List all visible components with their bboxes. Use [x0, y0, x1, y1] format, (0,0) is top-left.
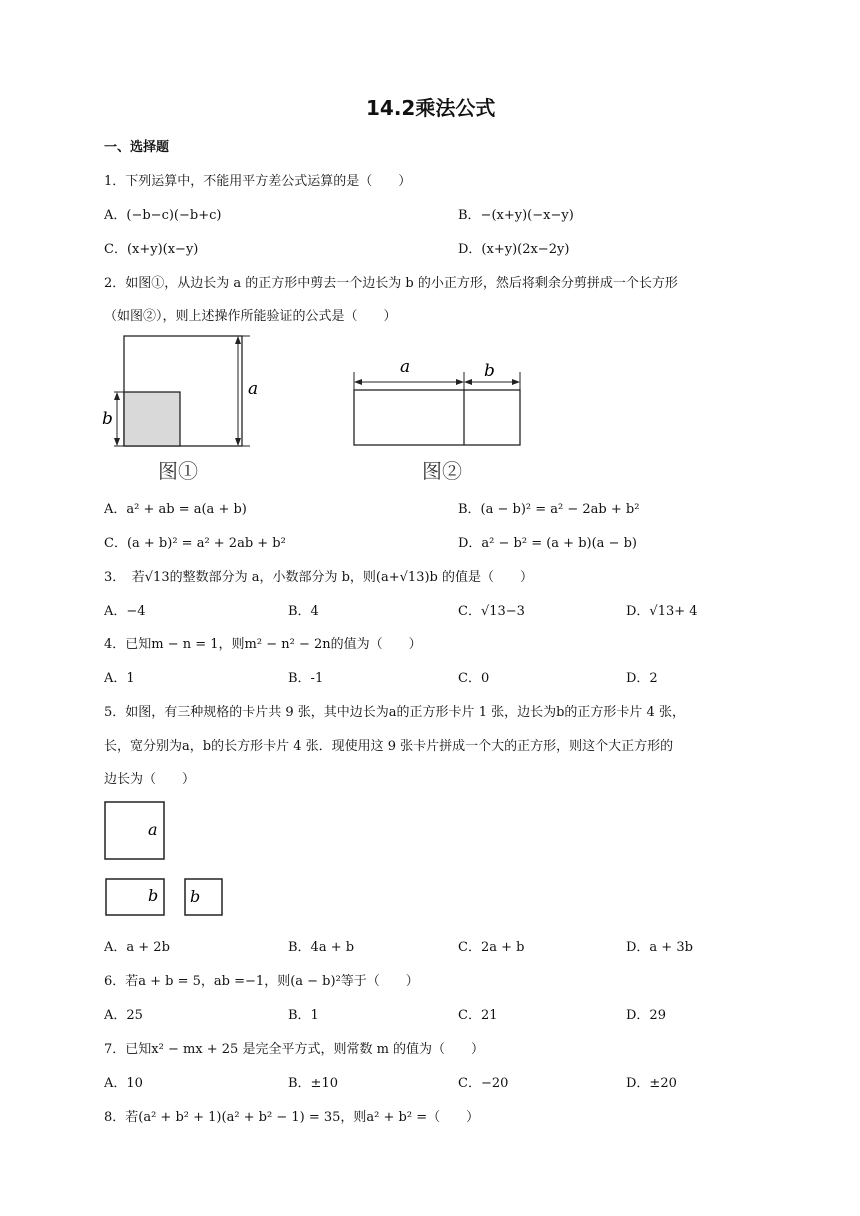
question-7-option-b: B．±10: [288, 1076, 338, 1091]
question-1-option-b: B．−(x+y)(−x−y): [458, 208, 574, 223]
figure-2-label-a: a: [400, 357, 411, 377]
question-3-option-d: D．√13+ 4: [626, 604, 698, 619]
question-7-option-c: C．−20: [458, 1076, 509, 1091]
question-3-option-a: A．−4: [104, 604, 146, 619]
question-5-option-a: A．a + 2b: [104, 940, 170, 955]
card-label-a: a: [148, 820, 158, 839]
question-7-option-a: A．10: [104, 1076, 143, 1091]
figure-1-square-diagram: [98, 334, 268, 484]
question-5-stem-line1: 5．如图，有三种规格的卡片共 9 张，其中边长为a的正方形卡片 1 张，边长为b的正方形卡片 4 张，: [104, 705, 685, 720]
small-square-cut: [124, 392, 180, 446]
question-6-option-d: D．29: [626, 1008, 666, 1023]
section-heading: 一、选择题: [104, 140, 170, 155]
question-2-option-c: C．(a + b)² = a² + 2ab + b²: [104, 536, 286, 551]
question-4-option-a: A．1: [104, 671, 135, 686]
figure-2-rectangle-diagram: [348, 350, 528, 484]
question-1-option-a: A．(−b−c)(−b+c): [104, 208, 222, 223]
assembled-rectangle: [354, 390, 520, 445]
question-6-option-c: C．21: [458, 1008, 498, 1023]
question-5-stem-line2: 长，宽分别为a，b的长方形卡片 4 张．现使用这 9 张卡片拼成一个大的正方形，则这个大正方形的: [104, 739, 674, 754]
question-1-option-d: D．(x+y)(2x−2y): [458, 242, 570, 257]
question-3-option-c: C．√13−3: [458, 604, 525, 619]
figure-2-label-b: b: [484, 361, 495, 381]
figure-2-caption: 图②: [422, 459, 462, 483]
question-3-option-b: B．4: [288, 604, 319, 619]
question-2-option-b: B．(a − b)² = a² − 2ab + b²: [458, 502, 640, 517]
card-figure: [100, 798, 230, 920]
question-2-stem-line2: （如图②），则上述操作所能验证的公式是（ ）: [104, 309, 397, 324]
question-4-option-d: D．2: [626, 671, 658, 686]
figure-1-label-b: b: [102, 409, 113, 429]
question-5-stem-line3: 边长为（ ）: [104, 772, 196, 787]
question-2-option-a: A．a² + ab = a(a + b): [104, 502, 247, 517]
question-6-option-b: B．1: [288, 1008, 319, 1023]
question-3-stem: 3． 若√13的整数部分为 a，小数部分为 b，则(a+√13)b 的值是（ ）: [104, 570, 534, 585]
question-1-option-c: C．(x+y)(x−y): [104, 242, 199, 257]
figure-1-caption: 图①: [158, 459, 198, 483]
card-rect-label-b: b: [148, 886, 159, 905]
question-7-option-d: D．±20: [626, 1076, 677, 1091]
question-2-option-d: D．a² − b² = (a + b)(a − b): [458, 536, 637, 551]
question-5-option-b: B．4a + b: [288, 940, 355, 955]
card-square-label-b: b: [190, 887, 201, 906]
question-1-stem: 1．下列运算中，不能用平方差公式运算的是（ ）: [104, 174, 412, 189]
question-7-stem: 7．已知x² − mx + 25 是完全平方式，则常数 m 的值为（ ）: [104, 1042, 485, 1057]
question-5-option-c: C．2a + b: [458, 940, 525, 955]
question-5-option-d: D．a + 3b: [626, 940, 693, 955]
page-title: 14.2乘法公式: [366, 96, 496, 120]
figure-1-label-a: a: [248, 379, 259, 399]
question-4-option-b: B．-1: [288, 671, 324, 686]
question-6-option-a: A．25: [104, 1008, 143, 1023]
question-4-option-c: C．0: [458, 671, 490, 686]
question-8-stem: 8．若(a² + b² + 1)(a² + b² − 1) = 35，则a² + b² =（ ）: [104, 1110, 480, 1125]
question-6-stem: 6．若a + b = 5，ab =−1，则(a − b)²等于（ ）: [104, 974, 419, 989]
question-2-stem-line1: 2．如图①，从边长为 a 的正方形中剪去一个边长为 b 的小正方形，然后将剩余分剪拼成一个长方形: [104, 276, 678, 291]
question-4-stem: 4．已知m − n = 1，则m² − n² − 2n的值为（ ）: [104, 637, 422, 652]
